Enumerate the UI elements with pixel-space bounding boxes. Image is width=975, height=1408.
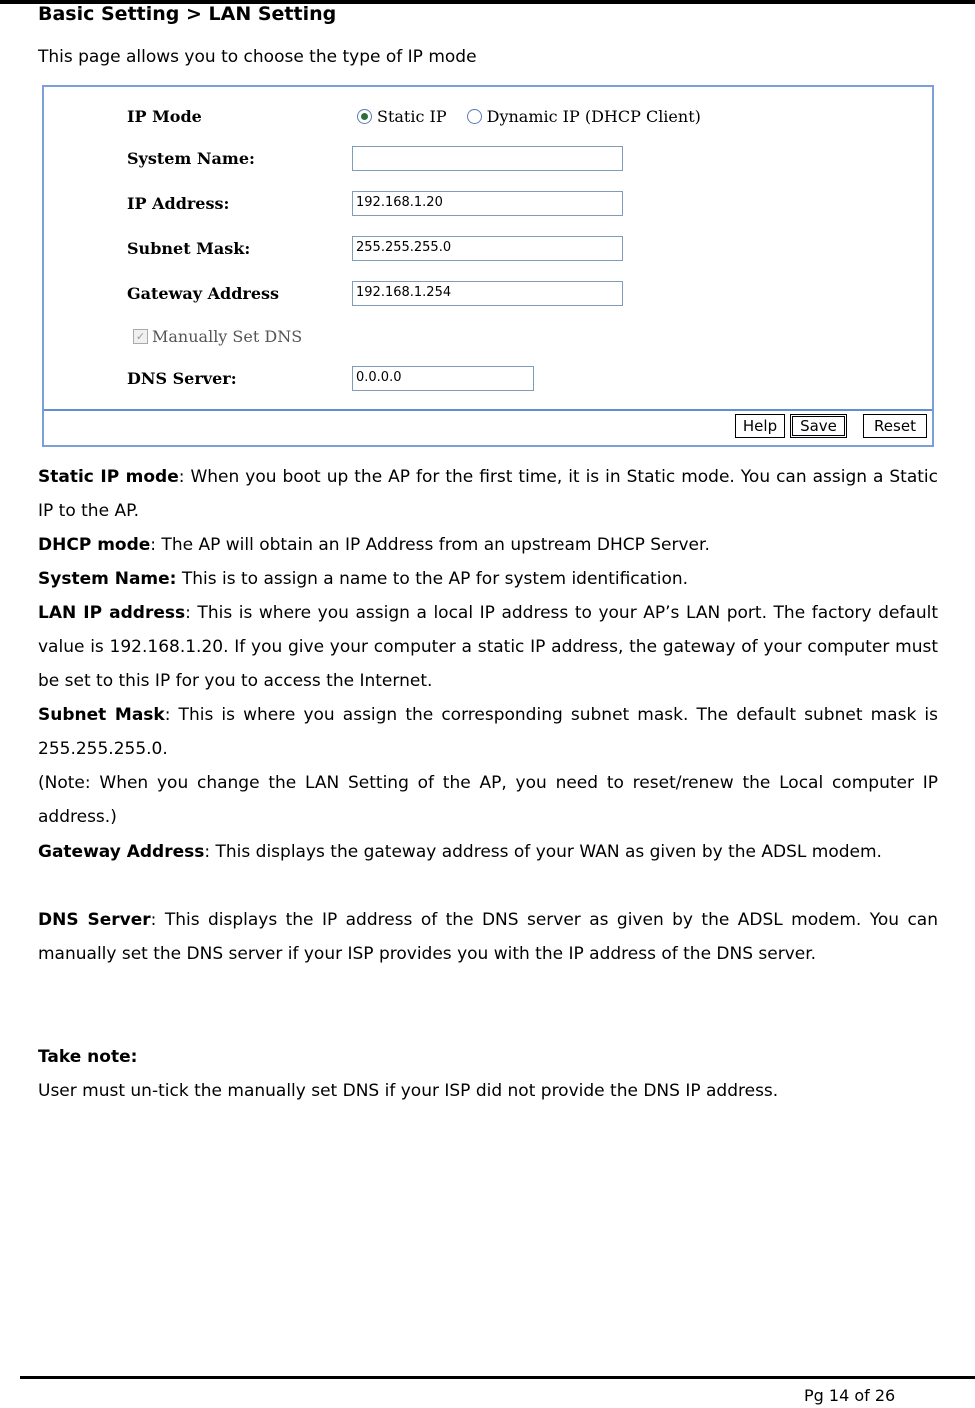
static-ip-label[interactable]: Static IP [377,107,447,126]
system-name-description [38,562,938,596]
dhcp-term: DHCP mode [38,535,151,555]
system-name-input[interactable] [352,146,623,171]
manual-dns-label[interactable]: Manually Set DNS [152,327,303,346]
button-bar-divider [44,409,932,411]
lan-setting-form [42,85,934,447]
subnet-mask-label: Subnet Mask: [127,239,251,258]
gateway-term: Gateway Address [38,842,205,862]
lan-ip-description [38,596,938,698]
intro-text: This page allows you to choose the type of IP mode [38,47,477,67]
gateway-input[interactable]: 192.168.1.254 [352,281,623,306]
gateway-description [38,835,938,869]
note-text: (Note: When you change the LAN Setting of the AP, you need to reset/renew the Local computer IP address.) [38,773,938,827]
ip-mode-label: IP Mode [127,107,202,126]
subnet-mask-input[interactable]: 255.255.255.0 [352,236,623,261]
dns-text: : This displays the IP address of the DNS server as given by the ADSL modem. You can manually set the DNS server if your ISP provides you with the IP address of the DNS server. [38,910,938,964]
static-ip-description [38,460,938,528]
reset-button[interactable]: Reset [863,414,927,438]
help-button[interactable]: Help [735,414,785,438]
static-ip-term: Static IP mode [38,467,179,487]
static-ip-radio[interactable] [357,109,372,124]
ip-mode-options [357,107,721,126]
dynamic-ip-label[interactable]: Dynamic IP (DHCP Client) [486,107,701,126]
dns-description [38,903,938,971]
take-note-title-text: Take note: [38,1047,138,1067]
page-number: Pg 14 of 26 [804,1386,896,1405]
subnet-mask-term: Subnet Mask [38,705,165,725]
dns-server-input[interactable]: 0.0.0.0 [352,366,534,391]
manual-dns-row [133,327,302,346]
section-title: Basic Setting > LAN Setting [38,3,337,25]
system-name-term: System Name: [38,569,177,589]
save-button[interactable]: Save [790,414,847,438]
gateway-text: : This displays the gateway address of your WAN as given by the ADSL modem. [204,842,882,862]
gateway-label: Gateway Address [127,284,280,303]
dns-server-label: DNS Server: [127,369,237,388]
take-note-text: User must un-tick the manually set DNS if your ISP did not provide the DNS IP address. [38,1081,779,1101]
subnet-mask-text: : This is where you assign the corresponding subnet mask. The default subnet mask is 255.255.255.0. [38,705,938,759]
take-note-title [38,1040,938,1074]
ip-address-input[interactable]: 192.168.1.20 [352,191,623,216]
manual-dns-checkbox[interactable]: ✓ [133,329,148,344]
ip-address-label: IP Address: [127,194,230,213]
system-name-text: This is to assign a name to the AP for system identification. [176,569,689,589]
subnet-mask-description [38,698,938,766]
dhcp-description [38,528,938,562]
bottom-rule [20,1376,975,1379]
system-name-label: System Name: [127,149,255,168]
lan-ip-term: LAN IP address [38,603,186,623]
lan-ip-text: : This is where you assign a local IP address to your AP’s LAN port. The factory default value is 192.168.1.20. If you give your computer a static IP address, the gateway of your computer must be set to this IP for you to access the Internet. [38,603,938,691]
dhcp-text: : The AP will obtain an IP Address from an upstream DHCP Server. [150,535,710,555]
static-ip-text: : When you boot up the AP for the first time, it is in Static mode. You can assign a Static IP to the AP. [38,467,938,521]
dynamic-ip-radio[interactable] [467,109,482,124]
dns-term: DNS Server [38,910,151,930]
